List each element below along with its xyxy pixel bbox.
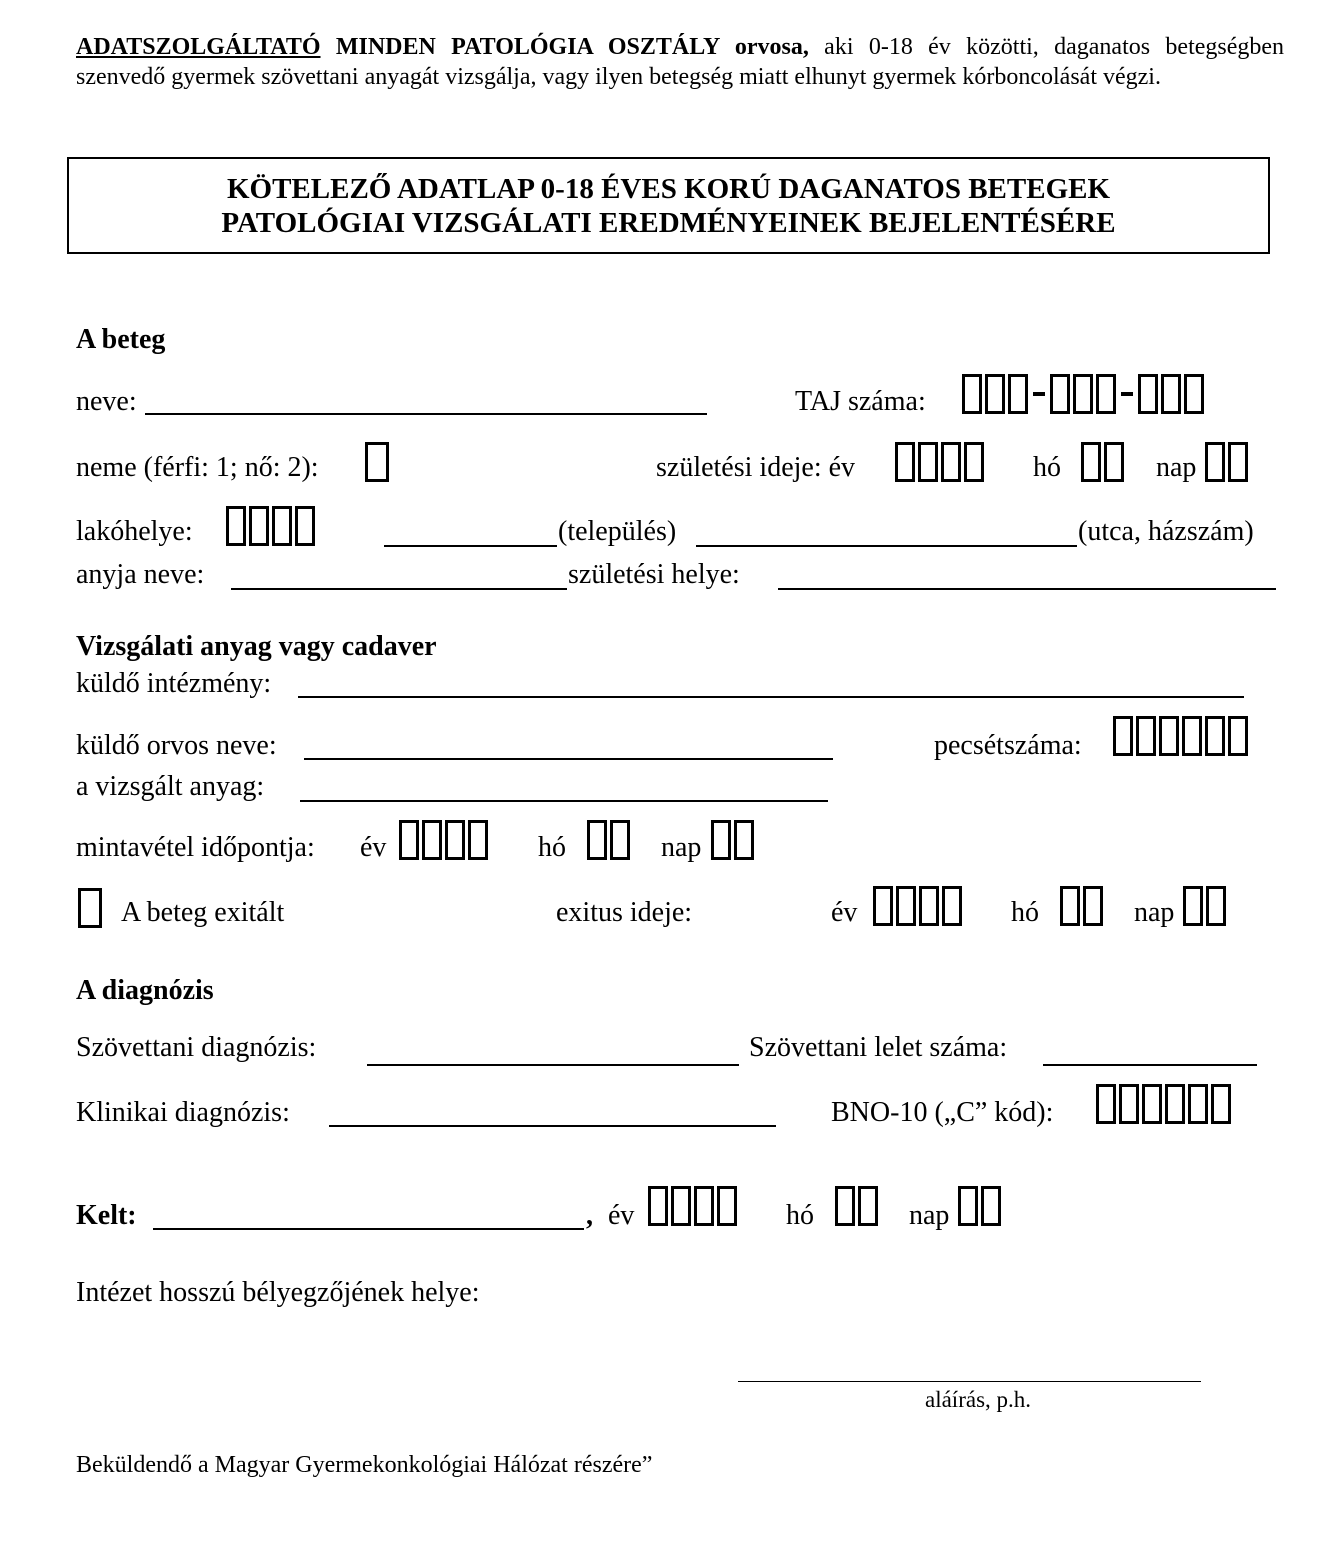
- digit-box[interactable]: [1142, 1084, 1162, 1124]
- digit-box[interactable]: [1138, 374, 1158, 414]
- digit-box[interactable]: [711, 820, 731, 860]
- exitus-day-label: nap: [1134, 897, 1175, 928]
- digit-box[interactable]: [468, 820, 488, 860]
- digit-box[interactable]: [1050, 374, 1070, 414]
- digit-box[interactable]: [1096, 374, 1116, 414]
- street-label: (utca, házszám): [1078, 516, 1254, 547]
- digit-box[interactable]: [964, 442, 984, 482]
- dated-year-label: év: [608, 1200, 635, 1231]
- clinical-diagnosis-label: Klinikai diagnózis:: [76, 1097, 290, 1128]
- sampling-date-label: mintavétel időpontja:: [76, 832, 315, 863]
- signature-line[interactable]: [738, 1381, 1201, 1382]
- dated-month-field[interactable]: [835, 1186, 878, 1226]
- digit-box[interactable]: [1008, 374, 1028, 414]
- stamp-place-label: Intézet hosszú bélyegzőjének helye:: [76, 1277, 480, 1308]
- digit-box[interactable]: [365, 442, 389, 482]
- sampling-day-field[interactable]: [711, 820, 754, 860]
- digit-box[interactable]: [399, 820, 419, 860]
- digit-box[interactable]: [1136, 716, 1156, 756]
- birthplace-field[interactable]: [778, 588, 1276, 590]
- digit-box[interactable]: [1081, 442, 1101, 482]
- form-title-box: [67, 157, 1270, 254]
- section-heading-patient: A beteg: [76, 324, 166, 355]
- exited-label: A beteg exitált: [121, 897, 285, 928]
- digit-box[interactable]: [981, 1186, 1001, 1226]
- digit-box[interactable]: [648, 1186, 668, 1226]
- form-title-line-2: PATOLÓGIAI VIZSGÁLATI EREDMÉNYEINEK BEJELENTÉSÉRE: [221, 206, 1116, 239]
- birth-day-field[interactable]: [1205, 442, 1248, 482]
- doctor-name-label: küldő orvos neve:: [76, 730, 277, 761]
- separator-dash: [1121, 392, 1133, 396]
- digit-box[interactable]: [1161, 374, 1181, 414]
- digit-box[interactable]: [694, 1186, 714, 1226]
- sampling-month-field[interactable]: [587, 820, 630, 860]
- digit-box[interactable]: [918, 442, 938, 482]
- digit-box[interactable]: [858, 1186, 878, 1226]
- patient-name-field[interactable]: [145, 413, 707, 415]
- provider-target: MINDEN PATOLÓGIA OSZTÁLY orvosa,: [335, 34, 809, 60]
- stamp-number-field[interactable]: [1113, 716, 1248, 756]
- digit-box[interactable]: [1104, 442, 1124, 482]
- clinical-diagnosis-field[interactable]: [329, 1125, 776, 1127]
- digit-box[interactable]: [941, 442, 961, 482]
- doctor-name-field[interactable]: [304, 758, 833, 760]
- sampling-month-label: hó: [538, 832, 566, 863]
- stamp-number-label: pecsétszáma:: [934, 730, 1082, 761]
- digit-box[interactable]: [1183, 886, 1203, 926]
- intro-paragraph: [76, 32, 1284, 92]
- postal-code-field[interactable]: [226, 506, 315, 546]
- digit-box[interactable]: [835, 1186, 855, 1226]
- digit-box[interactable]: [1182, 716, 1202, 756]
- digit-box[interactable]: [958, 1186, 978, 1226]
- digit-box[interactable]: [1184, 374, 1204, 414]
- digit-box[interactable]: [1096, 1084, 1116, 1124]
- dated-comma: ,: [586, 1200, 593, 1231]
- digit-box[interactable]: [717, 1186, 737, 1226]
- street-field[interactable]: [696, 545, 1077, 547]
- digit-box[interactable]: [1205, 442, 1225, 482]
- birth-date-label: születési ideje: év: [656, 452, 856, 483]
- mother-name-label: anyja neve:: [76, 559, 205, 590]
- digit-box[interactable]: [1206, 886, 1226, 926]
- digit-box[interactable]: [249, 506, 269, 546]
- exitus-date-label: exitus ideje:: [556, 897, 693, 928]
- separator-dash: [1033, 392, 1045, 396]
- dated-label: Kelt:: [76, 1200, 137, 1231]
- form-title-line-1: KÖTELEZŐ ADATLAP 0-18 ÉVES KORÚ DAGANATOS BETEGEK: [226, 172, 1111, 205]
- digit-box[interactable]: [671, 1186, 691, 1226]
- section-heading-specimen: Vizsgálati anyag vagy cadaver: [76, 631, 437, 662]
- bno-code-field[interactable]: [1096, 1084, 1231, 1124]
- exitus-month-label: hó: [1011, 897, 1039, 928]
- digit-box[interactable]: [1060, 886, 1080, 926]
- provider-label: ADATSZOLGÁLTATÓ: [76, 34, 321, 60]
- intro-text: aki 0-18 év közötti, daganatos betegségben szenvedő gyermek szövettani anyagát vizsgálja, vagy ilyen betegség miatt elhunyt gyermek kórboncolását végzi.: [76, 34, 1285, 90]
- digit-box[interactable]: [1228, 442, 1248, 482]
- exitus-year-label: év: [831, 897, 858, 928]
- dated-day-field[interactable]: [958, 1186, 1001, 1226]
- digit-box[interactable]: [1165, 1084, 1185, 1124]
- signature-label: aláírás, p.h.: [925, 1387, 1032, 1412]
- mother-name-field[interactable]: [231, 588, 567, 590]
- settlement-label: (település): [558, 516, 677, 547]
- digit-box[interactable]: [422, 820, 442, 860]
- material-field[interactable]: [300, 800, 828, 802]
- dated-month-label: hó: [786, 1200, 814, 1231]
- birth-day-label: nap: [1156, 452, 1197, 483]
- sampling-year-field[interactable]: [399, 820, 488, 860]
- digit-box[interactable]: [1205, 716, 1225, 756]
- exitus-year-field[interactable]: [873, 886, 962, 926]
- section-heading-diagnosis: A diagnózis: [76, 975, 214, 1006]
- digit-box[interactable]: [1159, 716, 1179, 756]
- digit-box[interactable]: [295, 506, 315, 546]
- histo-number-field[interactable]: [1043, 1064, 1257, 1066]
- digit-box[interactable]: [734, 820, 754, 860]
- digit-box[interactable]: [962, 374, 982, 414]
- digit-box[interactable]: [445, 820, 465, 860]
- sex-label: neme (férfi: 1; nő: 2):: [76, 452, 319, 483]
- sampling-year-label: év: [360, 832, 387, 863]
- digit-box[interactable]: [895, 442, 915, 482]
- exitus-month-field[interactable]: [1060, 886, 1103, 926]
- digit-box[interactable]: [919, 886, 939, 926]
- digit-box[interactable]: [1188, 1084, 1208, 1124]
- sex-field[interactable]: [365, 442, 389, 482]
- digit-box[interactable]: [226, 506, 246, 546]
- bno-code-label: BNO-10 („C” kód):: [831, 1097, 1054, 1128]
- sampling-day-label: nap: [661, 832, 702, 863]
- institution-field[interactable]: [298, 696, 1244, 698]
- residence-label: lakóhelye:: [76, 516, 193, 547]
- exitus-day-field[interactable]: [1183, 886, 1226, 926]
- institution-label: küldő intézmény:: [76, 668, 272, 699]
- material-label: a vizsgált anyag:: [76, 771, 265, 802]
- birthplace-label: születési helye:: [568, 559, 740, 590]
- digit-box[interactable]: [1113, 716, 1133, 756]
- digit-box[interactable]: [873, 886, 893, 926]
- digit-box[interactable]: [985, 374, 1005, 414]
- digit-box[interactable]: [610, 820, 630, 860]
- settlement-field[interactable]: [384, 545, 557, 547]
- digit-box[interactable]: [896, 886, 916, 926]
- dated-day-label: nap: [909, 1200, 950, 1231]
- digit-box[interactable]: [1228, 716, 1248, 756]
- dated-year-field[interactable]: [648, 1186, 737, 1226]
- digit-box[interactable]: [942, 886, 962, 926]
- exited-checkbox[interactable]: [78, 888, 102, 928]
- histo-diagnosis-field[interactable]: [367, 1064, 739, 1066]
- histo-number-label: Szövettani lelet száma:: [749, 1032, 1008, 1063]
- histo-diagnosis-label: Szövettani diagnózis:: [76, 1032, 317, 1063]
- dated-place-field[interactable]: [153, 1228, 584, 1230]
- digit-box[interactable]: [1083, 886, 1103, 926]
- taj-label: TAJ száma:: [795, 386, 926, 417]
- digit-box[interactable]: [1211, 1084, 1231, 1124]
- birth-month-field[interactable]: [1081, 442, 1124, 482]
- digit-box[interactable]: [1073, 374, 1093, 414]
- digit-box[interactable]: [272, 506, 292, 546]
- patient-name-label: neve:: [76, 386, 137, 417]
- footer-note: Beküldendő a Magyar Gyermekonkológiai Hálózat részére”: [76, 1452, 653, 1478]
- digit-box[interactable]: [587, 820, 607, 860]
- taj-number-field[interactable]: [962, 374, 1204, 414]
- digit-box[interactable]: [1119, 1084, 1139, 1124]
- birth-year-field[interactable]: [895, 442, 984, 482]
- birth-month-label: hó: [1033, 452, 1061, 483]
- checkbox-box[interactable]: [78, 888, 102, 928]
